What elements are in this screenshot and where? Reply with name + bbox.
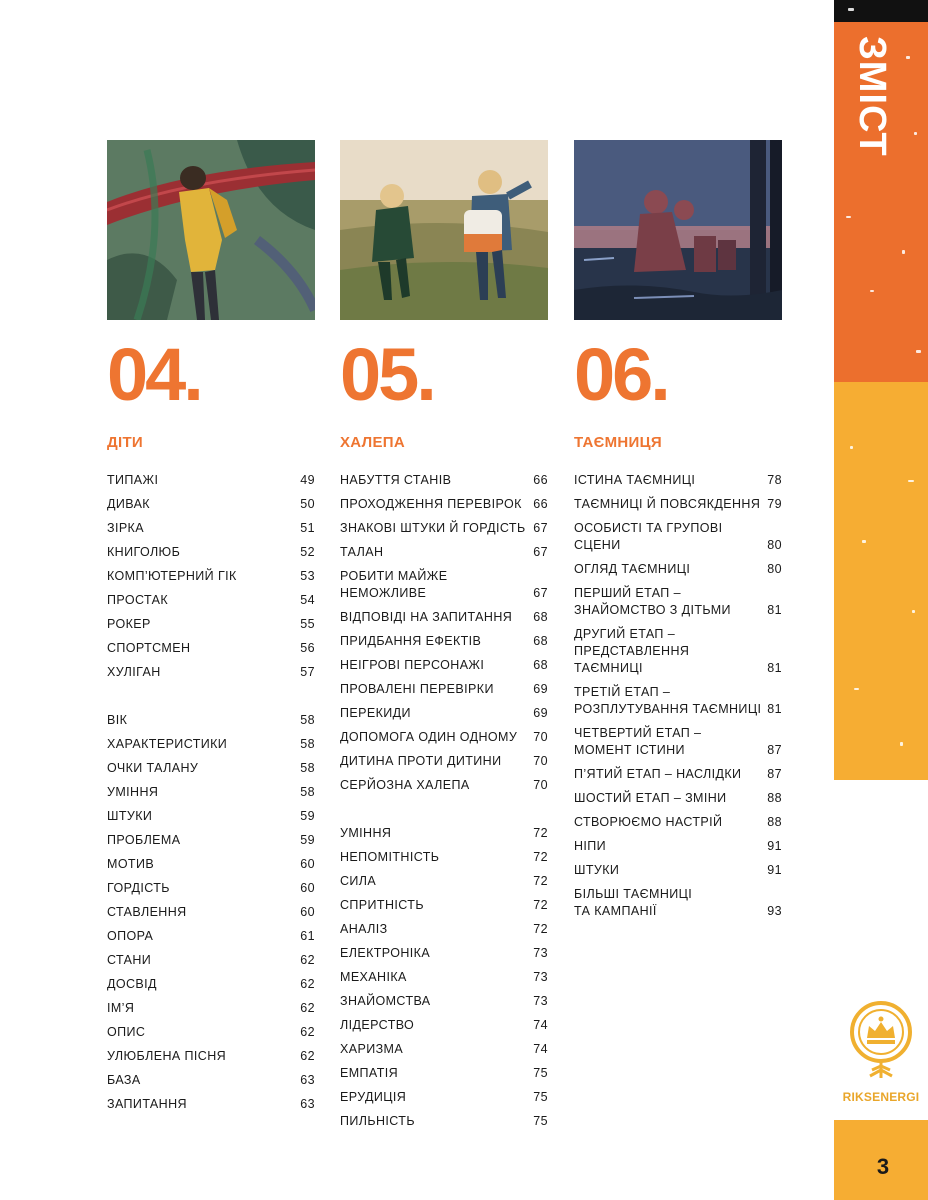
toc-entry-label: СТАНИ: [107, 953, 152, 967]
toc-entry-page: 60: [300, 905, 315, 919]
toc-entry-label: ОПОРА: [107, 929, 154, 943]
toc-entry-page: 72: [533, 898, 548, 912]
toc-entry-page: 75: [533, 1114, 548, 1128]
riksenergi-logo-icon: [848, 1000, 914, 1080]
toc-entry[interactable]: [340, 1041, 548, 1058]
toc-entry[interactable]: [340, 729, 548, 746]
toc-spacer: [107, 688, 315, 712]
toc-entry-page: 60: [300, 881, 315, 895]
toc-entry-page: 66: [533, 497, 548, 511]
toc-entry[interactable]: [574, 561, 782, 578]
toc-entry-label: ТАЛАН: [340, 545, 384, 559]
toc-entry-label: ЗАПИТАННЯ: [107, 1097, 187, 1111]
toc-entry-label: МОТИВ: [107, 857, 155, 871]
toc-entry-label: ЕМПАТІЯ: [340, 1066, 399, 1080]
toc-entry-page: 67: [533, 586, 548, 600]
toc-entry-label: ЧЕТВЕРТИЙ ЕТАП – МОМЕНТ ІСТИНИ: [574, 726, 702, 757]
toc-entry-label: ЗІРКА: [107, 521, 144, 535]
toc-entry-label: БАЗА: [107, 1073, 141, 1087]
toc-entry[interactable]: [107, 1048, 315, 1065]
toc-entry-label: ОГЛЯД ТАЄМНИЦІ: [574, 562, 691, 576]
toc-entry[interactable]: [340, 897, 548, 914]
toc-entry-page: 58: [300, 737, 315, 751]
toc-entry[interactable]: [340, 777, 548, 794]
toc-entry-page: 63: [300, 1097, 315, 1111]
toc-entry-page: 62: [300, 1001, 315, 1015]
toc-entry-label: ШОСТИЙ ЕТАП – ЗМІНИ: [574, 791, 727, 805]
toc-entry[interactable]: [107, 640, 315, 657]
toc-entry[interactable]: [574, 496, 782, 513]
sidebar-yellow-band: [834, 382, 928, 780]
toc-entry-label: ЕРУДИЦІЯ: [340, 1090, 407, 1104]
toc-entry-label: СПРИТНІСТЬ: [340, 898, 424, 912]
toc-entry-page: 81: [767, 702, 782, 716]
toc-entry-page: 70: [533, 754, 548, 768]
toc-entry[interactable]: [107, 568, 315, 585]
boy-illustration: [107, 140, 315, 320]
toc-entry-label: ХУЛІГАН: [107, 665, 161, 679]
toc-entry-label: ГОРДІСТЬ: [107, 881, 170, 895]
toc-entry[interactable]: [107, 976, 315, 993]
toc-entry-page: 73: [533, 994, 548, 1008]
toc-entry[interactable]: [107, 1096, 315, 1113]
robot-illustration: [574, 140, 782, 320]
toc-entry[interactable]: [340, 472, 548, 489]
toc-entry[interactable]: [107, 664, 315, 681]
toc-entry[interactable]: [574, 472, 782, 489]
toc-entry-page: 87: [767, 767, 782, 781]
toc-entry-label: ЕЛЕКТРОНІКА: [340, 946, 431, 960]
toc-entry-page: 72: [533, 922, 548, 936]
toc-entry[interactable]: [107, 856, 315, 873]
toc-entry[interactable]: [107, 712, 315, 729]
toc-entry[interactable]: [574, 862, 782, 879]
toc-entry-page: 80: [767, 538, 782, 552]
toc-entry-page: 59: [300, 833, 315, 847]
toc-spacer: [340, 801, 548, 825]
toc-entry-page: 58: [300, 785, 315, 799]
toc-entry-label: УМІННЯ: [340, 826, 392, 840]
toc-entry-label: ПРОСТАК: [107, 593, 169, 607]
toc-entry-page: 70: [533, 730, 548, 744]
toc-entry-page: 54: [300, 593, 315, 607]
toc-entry-page: 58: [300, 713, 315, 727]
toc-entry-page: 56: [300, 641, 315, 655]
toc-entry-label: ОЧКИ ТАЛАНУ: [107, 761, 199, 775]
logo-text: RIKSENERGI: [842, 1090, 920, 1104]
toc-entry-label: ЗНАЙОМСТВА: [340, 994, 431, 1008]
toc-entry[interactable]: [574, 886, 782, 920]
toc-entry-label: ІМ’Я: [107, 1001, 135, 1015]
toc-entry-label: ХАРИЗМА: [340, 1042, 404, 1056]
toc-entry-page: 69: [533, 706, 548, 720]
toc-entry-page: 52: [300, 545, 315, 559]
toc-entry-label: РОБИТИ МАЙЖЕ НЕМОЖЛИВЕ: [340, 569, 448, 600]
section-title: ХАЛЕПА: [340, 434, 405, 451]
toc-entry[interactable]: [107, 760, 315, 777]
toc-entry-page: 72: [533, 850, 548, 864]
toc-entry[interactable]: [107, 880, 315, 897]
toc-entry[interactable]: [574, 725, 782, 759]
toc-entry[interactable]: [340, 544, 548, 561]
toc-entry-page: 78: [767, 473, 782, 487]
toc-entry-page: 63: [300, 1073, 315, 1087]
toc-entry-label: СТАВЛЕННЯ: [107, 905, 187, 919]
toc-entry[interactable]: [340, 609, 548, 626]
toc-entry[interactable]: [340, 969, 548, 986]
toc-entry[interactable]: [107, 832, 315, 849]
toc-entry-label: УЛЮБЛЕНА ПІСНЯ: [107, 1049, 227, 1063]
toc-entry-page: 55: [300, 617, 315, 631]
toc-entry-label: ДИВАК: [107, 497, 150, 511]
toc-entry-label: ШТУКИ: [574, 863, 620, 877]
toc-entry-page: 87: [767, 743, 782, 757]
sidebar-title: ЗМІСТ: [851, 36, 893, 157]
toc-entry-page: 70: [533, 778, 548, 792]
toc-entry[interactable]: [107, 928, 315, 945]
toc-entry-label: ЛІДЕРСТВО: [340, 1018, 415, 1032]
toc-entry-page: 73: [533, 946, 548, 960]
sidebar-top-strip: [834, 0, 928, 22]
toc-entry[interactable]: [340, 1113, 548, 1130]
toc-entry[interactable]: [340, 681, 548, 698]
toc-entry[interactable]: [107, 496, 315, 513]
toc-entry-page: 66: [533, 473, 548, 487]
toc-entry-page: 62: [300, 1049, 315, 1063]
toc-entry-page: 51: [300, 521, 315, 535]
toc-entry[interactable]: [574, 766, 782, 783]
toc-entry[interactable]: [107, 616, 315, 633]
toc-entry-label: ПРОХОДЖЕННЯ ПЕРЕВІРОК: [340, 497, 522, 511]
toc-entry[interactable]: [340, 825, 548, 842]
toc-list: [574, 472, 782, 920]
toc-entry-label: СТВОРЮЄМО НАСТРІЙ: [574, 815, 723, 829]
toc-entry-page: 62: [300, 977, 315, 991]
toc-entry[interactable]: [340, 1065, 548, 1082]
toc-entry-page: 91: [767, 863, 782, 877]
toc-entry-label: НАБУТТЯ СТАНІВ: [340, 473, 452, 487]
toc-entry[interactable]: [574, 626, 782, 677]
toc-entry-page: 69: [533, 682, 548, 696]
toc-entry-page: 61: [300, 929, 315, 943]
toc-entry[interactable]: [574, 814, 782, 831]
toc-entry-label: СПОРТСМЕН: [107, 641, 191, 655]
toc-entry-page: 62: [300, 953, 315, 967]
toc-entry-page: 67: [533, 521, 548, 535]
toc-entry-page: 74: [533, 1042, 548, 1056]
toc-list: [340, 472, 548, 1130]
section-number: 04.: [107, 333, 201, 416]
toc-entry-label: ПРОВАЛЕНІ ПЕРЕВІРКИ: [340, 682, 494, 696]
toc-entry-label: ПИЛЬНІСТЬ: [340, 1114, 415, 1128]
toc-entry-label: ОСОБИСТІ ТА ГРУПОВІ СЦЕНИ: [574, 521, 723, 552]
toc-entry[interactable]: [340, 1089, 548, 1106]
toc-entry[interactable]: [340, 921, 548, 938]
toc-entry-page: 59: [300, 809, 315, 823]
section-number: 05.: [340, 333, 434, 416]
toc-entry-page: 74: [533, 1018, 548, 1032]
toc-entry-page: 81: [767, 661, 782, 675]
toc-entry[interactable]: [107, 544, 315, 561]
section-06: [574, 140, 782, 927]
toc-entry[interactable]: [107, 1024, 315, 1041]
toc-entry-label: РОКЕР: [107, 617, 151, 631]
toc-entry[interactable]: [340, 873, 548, 890]
toc-entry-page: 80: [767, 562, 782, 576]
section-05: [340, 140, 548, 1137]
toc-entry[interactable]: [107, 592, 315, 609]
toc-entry-label: ЗНАКОВІ ШТУКИ Й ГОРДІСТЬ: [340, 521, 526, 535]
toc-entry-label: ШТУКИ: [107, 809, 153, 823]
toc-entry[interactable]: [107, 904, 315, 921]
toc-entry-label: СЕРЙОЗНА ХАЛЕПА: [340, 778, 470, 792]
section-image: [107, 140, 315, 320]
toc-entry-label: ДРУГИЙ ЕТАП – ПРЕДСТАВЛЕННЯ ТАЄМНИЦІ: [574, 627, 690, 675]
toc-entry-label: БІЛЬШІ ТАЄМНИЦІ ТА КАМПАНІЇ: [574, 887, 693, 918]
section-image: [574, 140, 782, 320]
toc-entry[interactable]: [340, 496, 548, 513]
toc-entry-label: ВІК: [107, 713, 128, 727]
toc-entry[interactable]: [340, 945, 548, 962]
toc-entry-label: ДОСВІД: [107, 977, 157, 991]
toc-entry-label: ОПИС: [107, 1025, 146, 1039]
toc-entry-label: ХАРАКТЕРИСТИКИ: [107, 737, 228, 751]
toc-entry-page: 75: [533, 1066, 548, 1080]
toc-entry-page: 57: [300, 665, 315, 679]
toc-entry-page: 81: [767, 603, 782, 617]
toc-entry-label: МЕХАНІКА: [340, 970, 407, 984]
toc-entry-page: 50: [300, 497, 315, 511]
toc-entry-label: ДОПОМОГА ОДИН ОДНОМУ: [340, 730, 518, 744]
toc-entry-label: УМІННЯ: [107, 785, 159, 799]
toc-entry[interactable]: [107, 952, 315, 969]
toc-entry-label: ВІДПОВІДІ НА ЗАПИТАННЯ: [340, 610, 513, 624]
toc-entry[interactable]: [340, 993, 548, 1010]
toc-entry[interactable]: [107, 472, 315, 489]
toc-entry[interactable]: [574, 684, 782, 718]
toc-entry-page: 88: [767, 791, 782, 805]
toc-entry-label: АНАЛІЗ: [340, 922, 388, 936]
section-title: ТАЄМНИЦЯ: [574, 434, 662, 451]
toc-entry[interactable]: [340, 1017, 548, 1034]
toc-entry-label: ТИПАЖІ: [107, 473, 159, 487]
toc-entry[interactable]: [107, 784, 315, 801]
toc-entry-label: П’ЯТИЙ ЕТАП – НАСЛІДКИ: [574, 767, 742, 781]
toc-entry-label: ТАЄМНИЦІ Й ПОВСЯКДЕННЯ: [574, 497, 761, 511]
toc-entry-label: СИЛА: [340, 874, 377, 888]
toc-entry[interactable]: [340, 568, 548, 602]
toc-entry-label: НЕІГРОВІ ПЕРСОНАЖІ: [340, 658, 485, 672]
toc-entry-label: ПРОБЛЕМА: [107, 833, 181, 847]
toc-entry-page: 91: [767, 839, 782, 853]
toc-entry-label: НЕПОМІТНІСТЬ: [340, 850, 440, 864]
toc-entry-page: 67: [533, 545, 548, 559]
toc-entry-label: КНИГОЛЮБ: [107, 545, 181, 559]
toc-entry-page: 58: [300, 761, 315, 775]
toc-entry-label: НІПИ: [574, 839, 607, 853]
toc-entry-label: ІСТИНА ТАЄМНИЦІ: [574, 473, 696, 487]
toc-entry-page: 49: [300, 473, 315, 487]
toc-entry-page: 73: [533, 970, 548, 984]
section-image: [340, 140, 548, 320]
toc-entry-page: 68: [533, 634, 548, 648]
toc-entry[interactable]: [107, 1072, 315, 1089]
toc-entry[interactable]: [574, 520, 782, 554]
toc-entry[interactable]: [574, 838, 782, 855]
toc-entry-page: 68: [533, 658, 548, 672]
toc-entry[interactable]: [574, 790, 782, 807]
toc-entry[interactable]: [107, 520, 315, 537]
toc-entry-label: КОМП’ЮТЕРНИЙ ГІК: [107, 569, 237, 583]
toc-entry[interactable]: [107, 1000, 315, 1017]
toc-entry-label: ПЕРШИЙ ЕТАП – ЗНАЙОМСТВО З ДІТЬМИ: [574, 586, 731, 617]
toc-entry-label: ТРЕТІЙ ЕТАП – РОЗПЛУТУВАННЯ ТАЄМНИЦІ: [574, 685, 762, 716]
toc-list: [107, 472, 315, 1113]
toc-entry-page: 62: [300, 1025, 315, 1039]
toc-entry-page: 60: [300, 857, 315, 871]
toc-entry[interactable]: [340, 705, 548, 722]
toc-entry-label: ПРИДБАННЯ ЕФЕКТІВ: [340, 634, 482, 648]
toc-entry-page: 79: [767, 497, 782, 511]
page-number: 3: [876, 1154, 890, 1179]
toc-entry-page: 75: [533, 1090, 548, 1104]
toc-entry[interactable]: [340, 520, 548, 537]
toc-entry-label: ПЕРЕКИДИ: [340, 706, 411, 720]
section-04: [107, 140, 315, 1120]
toc-entry[interactable]: [107, 736, 315, 753]
toc-entry-page: 68: [533, 610, 548, 624]
toc-entry-page: 72: [533, 874, 548, 888]
toc-entry-page: 72: [533, 826, 548, 840]
field-illustration: [340, 140, 548, 320]
toc-entry[interactable]: [340, 633, 548, 650]
toc-entry-label: ДИТИНА ПРОТИ ДИТИНИ: [340, 754, 502, 768]
toc-entry[interactable]: [107, 808, 315, 825]
toc-entry-page: 93: [767, 904, 782, 918]
toc-entry[interactable]: [340, 657, 548, 674]
toc-entry-page: 53: [300, 569, 315, 583]
toc-entry[interactable]: [340, 753, 548, 770]
toc-entry[interactable]: [574, 585, 782, 619]
section-number: 06.: [574, 333, 668, 416]
toc-entry-page: 88: [767, 815, 782, 829]
section-title: ДІТИ: [107, 434, 143, 451]
toc-entry[interactable]: [340, 849, 548, 866]
